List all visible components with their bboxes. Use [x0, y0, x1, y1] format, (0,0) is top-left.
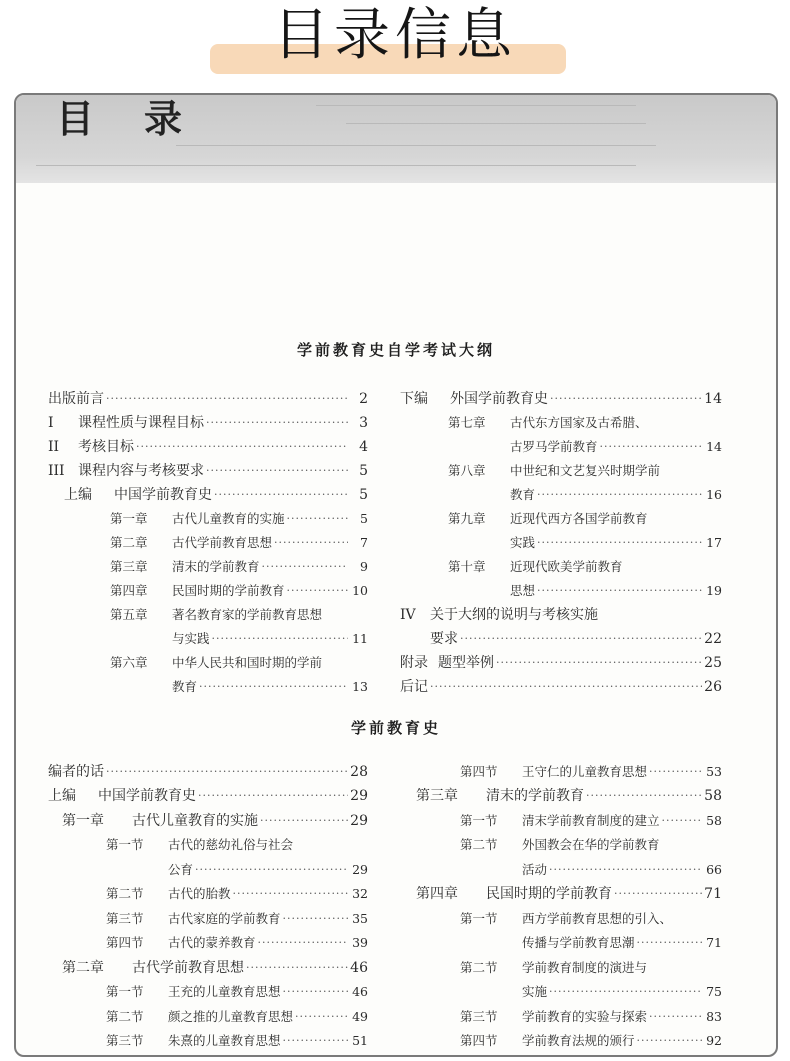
section1-left-column: [48, 383, 368, 695]
toc-entry: 第二节 外国教会在华的学前教育: [460, 837, 660, 852]
toc-entry: 第三章 清末的学前教育 ····· 9: [48, 551, 368, 575]
toc-entry: 第二节 颜之推的儿童教育思想 ····· 49: [48, 1000, 368, 1025]
toc-entry-continued: 古罗马学前教育 ····· 14: [400, 431, 722, 455]
toc-entry: 编者的话 ····· 28: [48, 755, 368, 780]
toc-entry: 第二章 古代学前教育思想 ····· 7: [48, 527, 368, 551]
banner: [0, 0, 790, 90]
toc-entry-continued: 传播与学前教育思潮 ····· 71: [416, 927, 722, 952]
toc-entry: II 考核目标 ····· 4: [48, 431, 368, 455]
toc-entry: 第二节 古代的胎教 ····· 32: [48, 878, 368, 903]
toc-entry: 附录 题型举例 ····· 25: [400, 647, 722, 671]
toc-entry-continued: 教育 ····· 16: [400, 479, 722, 503]
toc-entry: 第四节 学前教育法规的颁行 ····· 92: [416, 1025, 722, 1050]
toc-entry: III 课程内容与考核要求 ····· 5: [48, 455, 368, 479]
toc-entry: 第四节 古代的蒙养教育 ····· 39: [48, 927, 368, 952]
toc-page: [14, 93, 778, 1057]
toc-entry: 第三节 朱熹的儿童教育思想 ····· 51: [48, 1025, 368, 1050]
toc-entry: 第一章 古代儿童教育的实施 ····· 5: [48, 503, 368, 527]
toc-entry: 第九章 近现代西方各国学前教育: [448, 511, 648, 526]
toc-entry: 第三节 古代家庭的学前教育 ····· 35: [48, 902, 368, 927]
toc-entry: 第一节 王充的儿童教育思想 ····· 46: [48, 976, 368, 1001]
toc-entry: I 课程性质与课程目标 ····· 3: [48, 407, 368, 431]
toc-entry: 第一节 古代的慈幼礼俗与社会: [106, 837, 294, 852]
toc-entry: 第五章 著名教育家的学前教育思想: [110, 607, 323, 622]
toc-entry-continued: 实施 ····· 75: [416, 976, 722, 1001]
section1-right-column: [400, 383, 722, 695]
section2-right-column: [416, 755, 722, 1049]
toc-entry: 上编 中国学前教育史 ····· 29: [48, 780, 368, 805]
toc-entry: 第二章 古代学前教育思想 ····· 46: [48, 951, 368, 976]
toc-entry: 上编 中国学前教育史 ····· 5: [48, 479, 368, 503]
toc-entry-continued: 要求 ····· 22: [400, 623, 722, 647]
toc-entry: 后记 ····· 26: [400, 671, 722, 695]
section1-title: 学前教育史自学考试大纲: [296, 341, 495, 359]
toc-entry-continued: 公育 ····· 29: [48, 853, 368, 878]
toc-entry: 第八章 中世纪和文艺复兴时期学前: [448, 463, 661, 478]
toc-entry: 第七章 古代东方国家及古希腊、: [448, 415, 648, 430]
toc-entry: 第一节 西方学前教育思想的引入、: [460, 910, 673, 926]
toc-entry: 第四章 民国时期的学前教育 ····· 10: [48, 575, 368, 599]
toc-entry-continued: 教育 ····· 13: [48, 671, 368, 695]
toc-entry: 下编 外国学前教育史 ····· 14: [400, 383, 722, 407]
toc-entry-continued: 实践 ····· 17: [400, 527, 722, 551]
toc-entry-continued: 活动 ····· 66: [416, 853, 722, 878]
toc-entry-continued: 思想 ····· 19: [400, 575, 722, 599]
toc-entry: 第四章 民国时期的学前教育 ····· 71: [416, 878, 722, 903]
toc-entry-continued: 与实践 ····· 11: [48, 623, 368, 647]
toc-entry: 第一节 清末学前教育制度的建立 ····· 58: [416, 804, 722, 829]
toc-entry: 第十章 近现代欧美学前教育: [448, 559, 623, 574]
toc-entry: IV 关于大纲的说明与考核实施: [400, 607, 598, 623]
toc-entry: 第三章 清末的学前教育 ····· 58: [416, 780, 722, 805]
banner-title: 目录信息: [273, 3, 517, 68]
toc-entry: 出版前言 ····· 2: [48, 383, 368, 407]
toc-entry: 第一章 古代儿童教育的实施 ····· 29: [48, 804, 368, 829]
toc-entry: 第二节 学前教育制度的演进与: [460, 959, 648, 975]
toc-entry: 第六章 中华人民共和国时期的学前: [110, 655, 323, 670]
section2-left-column: [48, 755, 368, 1049]
toc-entry: 第四节 王守仁的儿童教育思想 ····· 53: [416, 755, 722, 780]
toc-entry: 第三节 学前教育的实验与探索 ····· 83: [416, 1000, 722, 1025]
section2-title: 学前教育史: [350, 719, 441, 737]
page-heading: 目录: [56, 96, 233, 141]
page-header: [16, 95, 776, 183]
